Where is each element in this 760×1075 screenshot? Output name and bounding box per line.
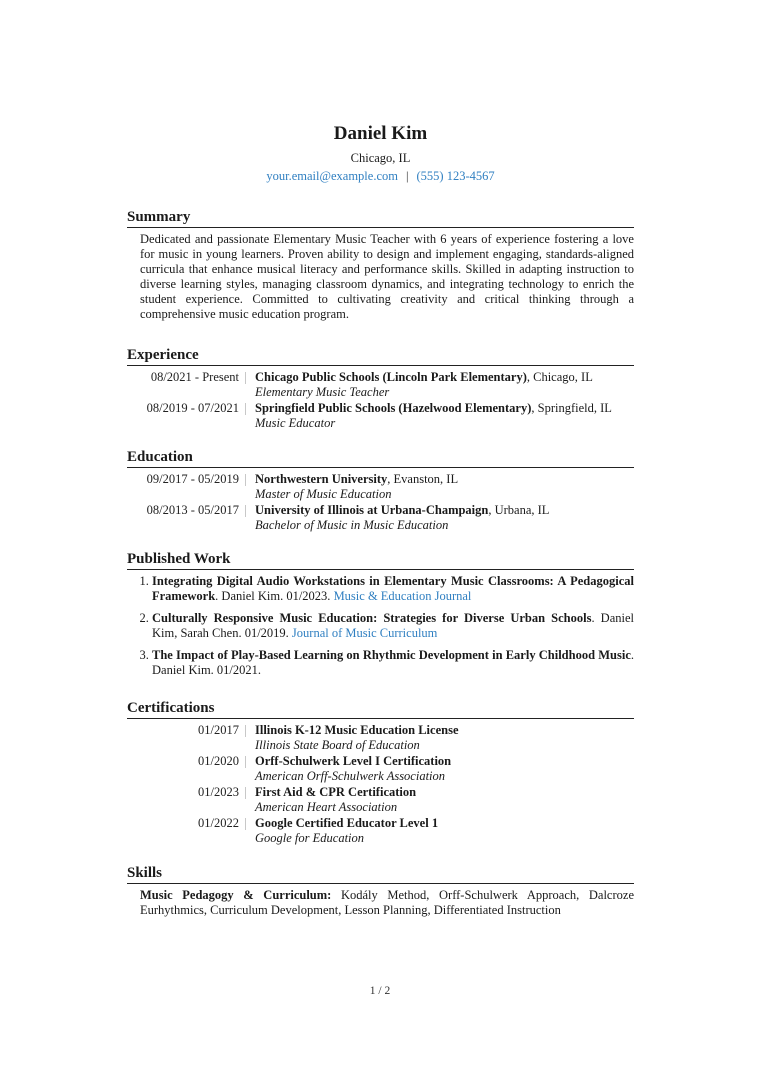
- entry-org: Chicago Public Schools (Lincoln Park Elementary): [255, 370, 527, 384]
- candidate-name: Daniel Kim: [333, 123, 428, 144]
- education-entry: [127, 472, 634, 502]
- email-link[interactable]: your.email@example.com: [266, 169, 398, 183]
- certification-name: Google Certified Educator Level 1: [255, 816, 439, 830]
- publication-item: [152, 574, 634, 604]
- entry-date: 01/2017: [198, 723, 239, 737]
- section-title-published: Published Work: [127, 550, 634, 570]
- entry-org: University of Illinois at Urbana-Champaign: [255, 503, 489, 517]
- experience-section: [127, 346, 634, 431]
- certification-entry: [127, 754, 634, 784]
- certification-issuer: Illinois State Board of Education: [255, 738, 420, 752]
- certification-name: Orff-Schulwerk Level I Certification: [255, 754, 452, 768]
- entry-org: Northwestern University: [255, 472, 388, 486]
- entry-date: 09/2017 - 05/2019: [146, 472, 239, 486]
- date-divider: [245, 818, 246, 830]
- education-entry: [127, 503, 634, 533]
- section-title-certifications: Certifications: [127, 699, 634, 719]
- publication-item: [152, 611, 634, 641]
- publication-details: . Daniel Kim, Sarah Chen. 01/2019.: [152, 611, 634, 640]
- entry-org: Springfield Public Schools (Hazelwood Elementary): [255, 401, 532, 415]
- entry-location: , Evanston, IL: [387, 472, 459, 486]
- contact-separator: |: [405, 169, 409, 183]
- publication-item: [152, 648, 634, 678]
- date-divider: [245, 372, 246, 384]
- skill-category: Music Pedagogy & Curriculum:: [140, 888, 332, 902]
- entry-location: , Urbana, IL: [488, 503, 550, 517]
- entry-date: 01/2020: [198, 754, 239, 768]
- page-number: 1 / 2: [369, 985, 391, 997]
- summary-section: [127, 208, 634, 322]
- publication-details: . Daniel Kim. 01/2023.: [215, 589, 334, 603]
- experience-entry: [127, 370, 634, 400]
- entry-date: 08/2019 - 07/2021: [146, 401, 239, 415]
- entry-date: 01/2022: [198, 816, 239, 830]
- certification-entry: [127, 785, 634, 815]
- publication-title: Culturally Responsive Music Education: Strategies for Diverse Urban Schools: [152, 611, 592, 625]
- certification-issuer: American Heart Association: [255, 800, 398, 814]
- entry-role: Music Educator: [255, 416, 336, 430]
- certification-name: First Aid & CPR Certification: [255, 785, 417, 799]
- candidate-location: Chicago, IL: [350, 151, 411, 165]
- date-divider: [245, 403, 246, 415]
- certification-entry: [127, 723, 634, 753]
- skills-section: [127, 864, 634, 918]
- section-title-education: Education: [127, 448, 634, 468]
- entry-degree: Master of Music Education: [255, 487, 392, 501]
- entry-date: 01/2023: [198, 785, 239, 799]
- entry-degree: Bachelor of Music in Music Education: [255, 518, 449, 532]
- certification-entry: [127, 816, 634, 846]
- education-section: [127, 448, 634, 533]
- date-divider: [245, 787, 246, 799]
- section-title-experience: Experience: [127, 346, 634, 366]
- entry-date: 08/2021 - Present: [150, 370, 239, 384]
- entry-location: , Chicago, IL: [526, 370, 593, 384]
- certification-issuer: Google for Education: [255, 831, 365, 845]
- date-divider: [245, 505, 246, 517]
- summary-text: Dedicated and passionate Elementary Music Teacher with 6 years of experience fostering a love for music in young learners. Proven ability to design and implement engaging, standards-aligned curricula that enhance musical literacy and performance skills. Skilled in adapting instruction to diverse learning styles, managing classroom dynamics, and integrating technology to enrich the student experience. Committed to cultivating creativity and critical thinking through a comprehensive music education program.: [140, 232, 634, 321]
- section-title-skills: Skills: [127, 864, 634, 884]
- certification-issuer: American Orff-Schulwerk Association: [255, 769, 446, 783]
- date-divider: [245, 725, 246, 737]
- resume-header: [127, 122, 634, 184]
- date-divider: [245, 756, 246, 768]
- section-title-summary: Summary: [127, 208, 634, 228]
- publication-venue-link[interactable]: Journal of Music Curriculum: [291, 626, 438, 640]
- publication-title: The Impact of Play-Based Learning on Rhythmic Development in Early Childhood Music: [152, 648, 631, 662]
- resume-page: [127, 122, 634, 918]
- skill-list: Kodály Method, Orff-Schulwerk Approach, Dalcroze Eurhythmics, Curriculum Development, Lesson Planning, Differentiated Instruction: [140, 888, 634, 917]
- phone-link[interactable]: (555) 123-4567: [416, 169, 495, 183]
- certification-name: Illinois K-12 Music Education License: [255, 723, 459, 737]
- contact-line: [127, 168, 634, 184]
- entry-location: , Springfield, IL: [531, 401, 612, 415]
- certifications-section: [127, 699, 634, 846]
- skills-line: [127, 888, 634, 918]
- publication-list: [127, 574, 634, 678]
- publication-title: Integrating Digital Audio Workstations in Elementary Music Classrooms: A Pedagogical Framework: [152, 574, 634, 603]
- entry-role: Elementary Music Teacher: [255, 385, 390, 399]
- experience-entry: [127, 401, 634, 431]
- entry-date: 08/2013 - 05/2017: [146, 503, 239, 517]
- publication-details: . Daniel Kim. 01/2021.: [152, 648, 634, 677]
- date-divider: [245, 474, 246, 486]
- publication-venue-link[interactable]: Music & Education Journal: [333, 589, 472, 603]
- published-section: [127, 550, 634, 678]
